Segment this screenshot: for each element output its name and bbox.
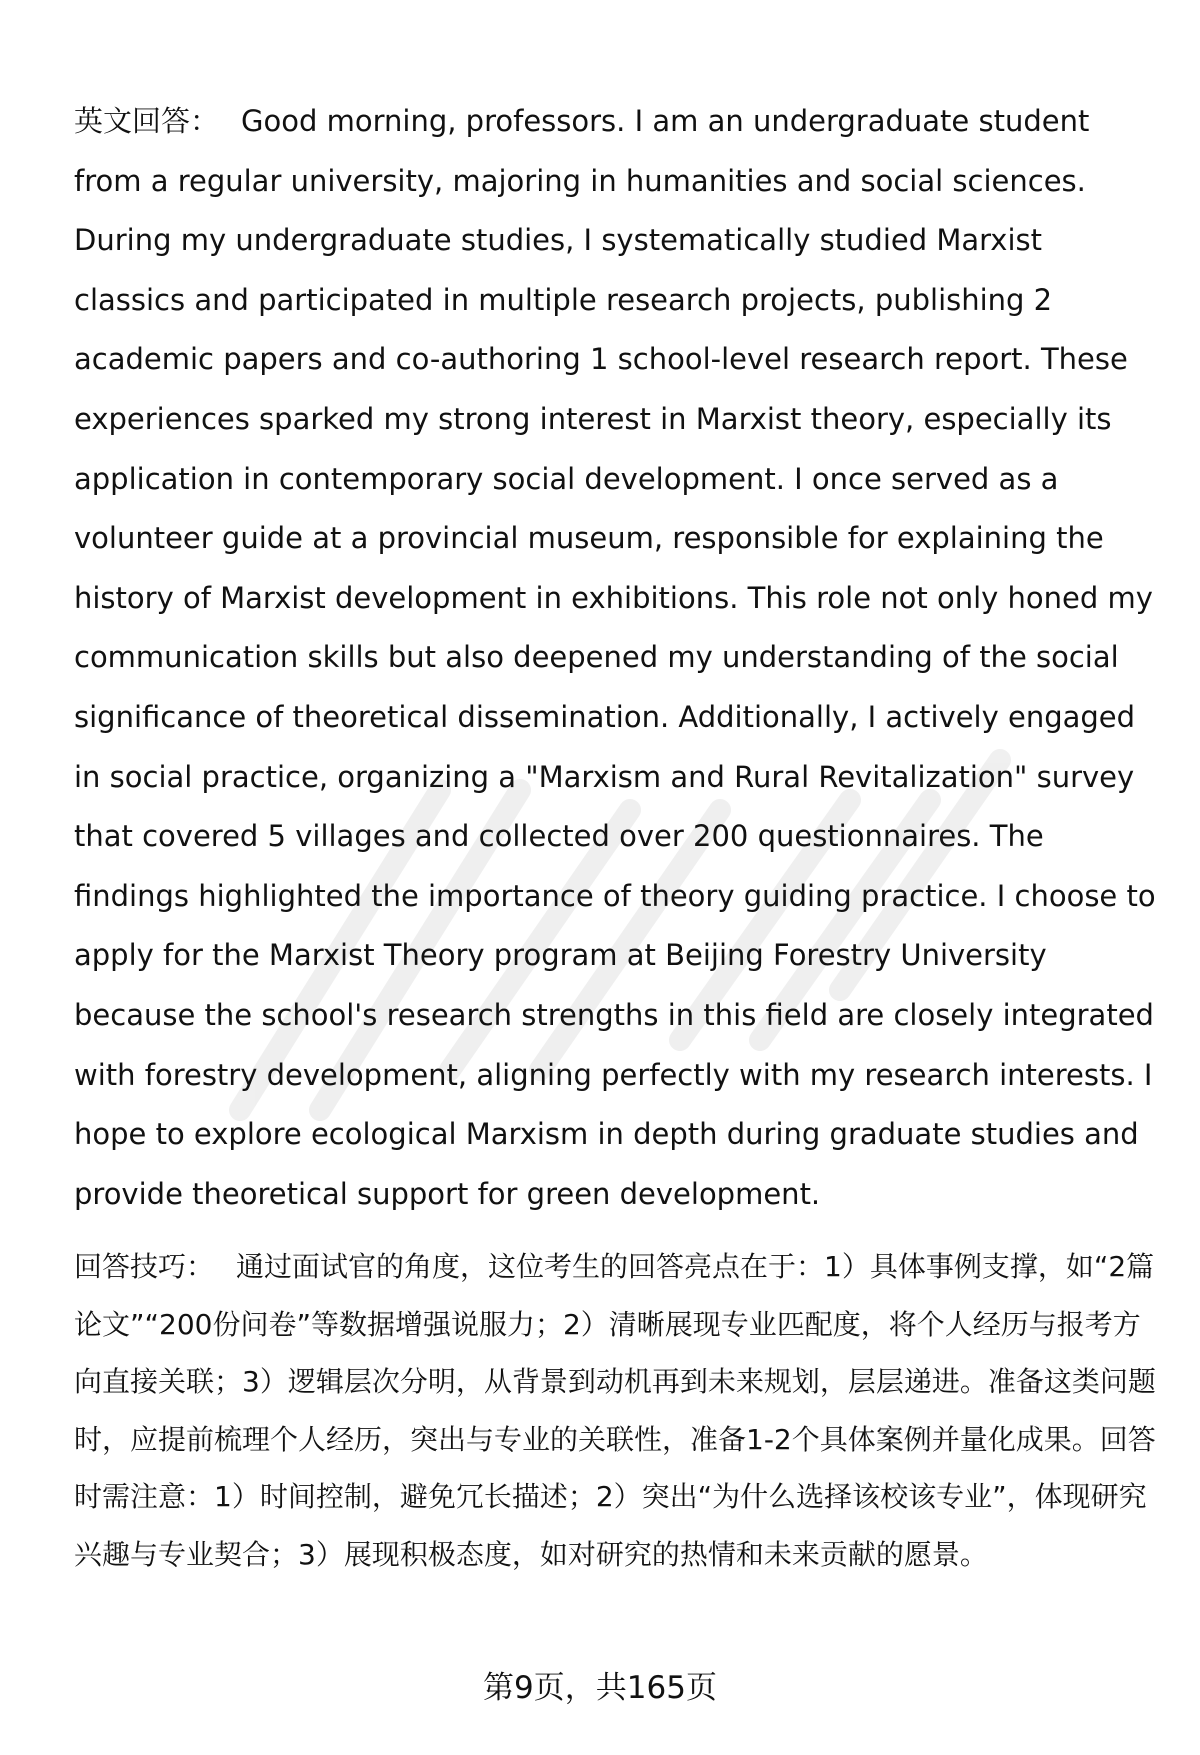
- answer-tips-text: 通过面试官的角度，这位考生的回答亮点在于：1）具体事例支撑，如“2篇论文”“200份问卷”等数据增强说服力；2）清晰展现专业匹配度，将个人经历与报考方向直接关联；3）逻辑层次分明，从背景到动机再到未来规划，层层递进。准备这类问题时，应提前梳理个人经历，突出与专业的关联性，准备1-2个具体案例并量化成果。回答时需注意：1）时间控制，避免冗长描述；2）突出“为什么选择该校该专业”，体现研究兴趣与专业契合；3）展现积极态度，如对研究的热情和未来贡献的愿景。: [74, 1250, 1156, 1571]
- page-number: 第9页，共165页: [483, 1670, 717, 1706]
- english-answer-label: 英文回答：: [74, 104, 220, 138]
- content-area: [74, 92, 1156, 1583]
- answer-tips-label: 回答技巧：: [74, 1250, 215, 1284]
- english-answer-text: Good morning, professors. I am an undergraduate student from a regular university, majoring in humanities and social sciences. During my undergraduate studies, I systematically studied Marxist classics and participated in multiple research projects, publishing 2 academic papers and co-authoring 1 school-level research report. These experiences sparked my strong interest in Marxist theory, especially its application in contemporary social development. I once served as a volunteer guide at a provincial museum, responsible for explaining the history of Marxist development in exhibitions. This role not only honed my communication skills but also deepened my understanding of the social significance of theoretical dissemination. Additionally, I actively engaged in social practice, organizing a "Marxism and Rural Revitalization" survey that covered 5 villages and collected over 200 questionnaires. The findings highlighted the importance of theory guiding practice. I choose to apply for the Marxist Theory program at Beijing Forestry University because the school's research strengths in this field are closely integrated with forestry development, aligning perfectly with my research interests. I hope to explore ecological Marxism in depth during graduate studies and provide theoretical support for green development.: [74, 104, 1156, 1211]
- english-answer-paragraph: [74, 92, 1156, 1224]
- answer-tips-paragraph: [74, 1238, 1156, 1583]
